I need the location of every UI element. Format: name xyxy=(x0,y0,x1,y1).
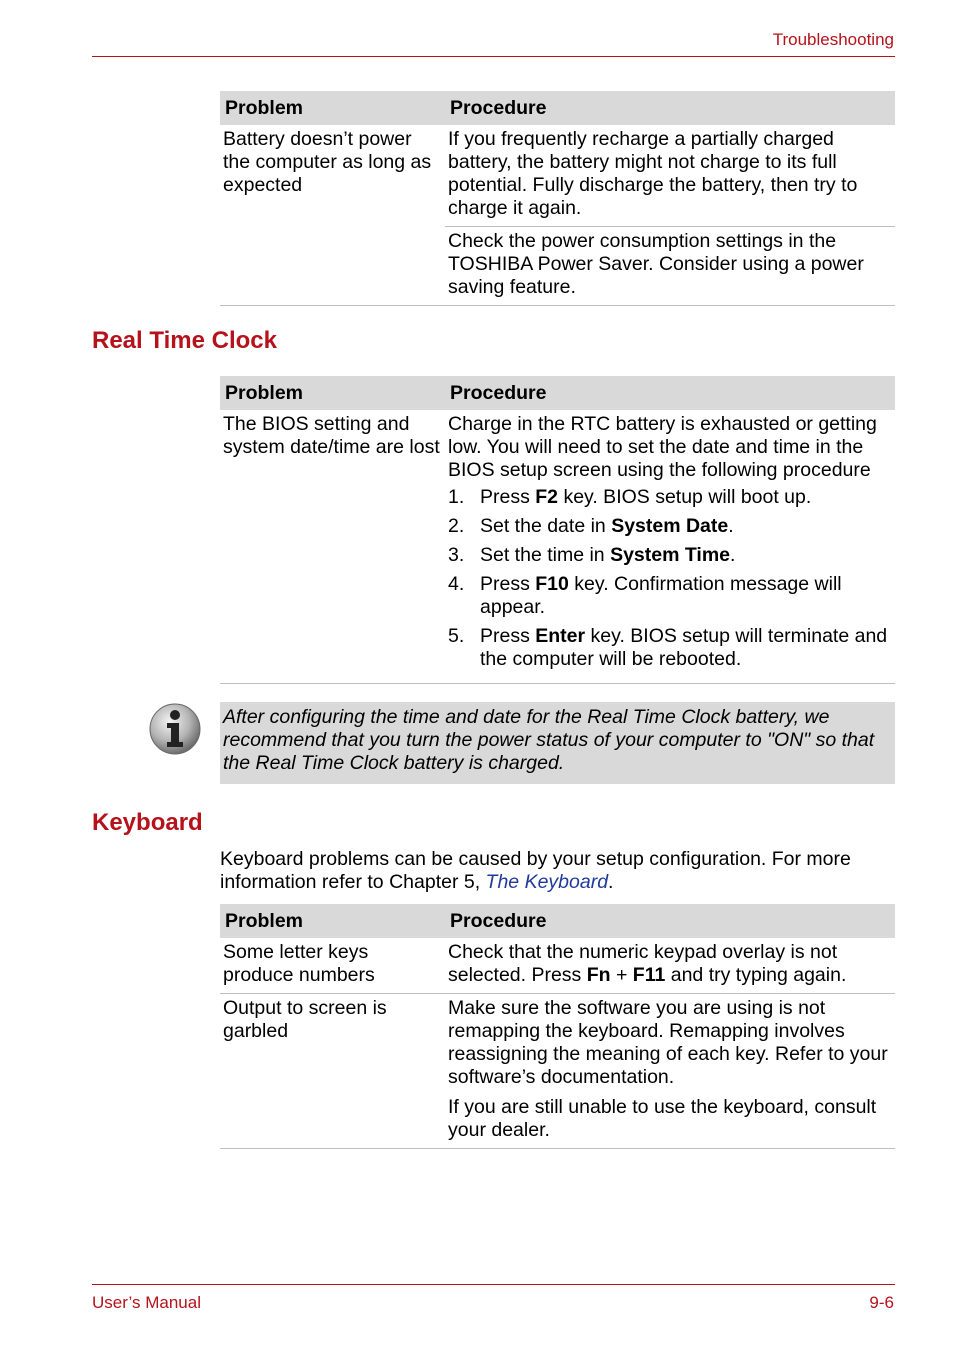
column-header-problem: Problem xyxy=(220,91,445,125)
step-item: 1. Press F2 key. BIOS setup will boot up. xyxy=(448,486,812,508)
column-header-procedure: Procedure xyxy=(445,91,895,125)
note-box: After configuring the time and date for the Real Time Clock battery, we recommend that you turn the power status of your computer to "ON" so that the Real Time Clock battery is charged. xyxy=(220,702,895,784)
info-icon xyxy=(148,702,202,756)
column-header-procedure: Procedure xyxy=(445,904,895,938)
keyboard-table xyxy=(220,904,895,1149)
problem-cell: Some letter keys produce numbers xyxy=(220,938,445,994)
step-item: 3. Set the time in System Time. xyxy=(448,544,736,566)
problem-cell: Output to screen is garbled xyxy=(220,994,445,1149)
rtc-table xyxy=(220,376,895,684)
keyboard-intro: Keyboard problems can be caused by your setup configuration. For more information refer to Chapter 5, The Keyboard. xyxy=(220,848,851,893)
running-head-chapter: Troubleshooting xyxy=(772,30,894,49)
procedure-intro: Charge in the RTC battery is exhausted or getting low. You will need to set the date and time in the BIOS setup screen using the following procedure xyxy=(448,413,877,481)
procedure-cell: Check that the numeric keypad overlay is not selected. Press Fn + F11 and try typing again. xyxy=(445,938,895,994)
procedure-cell xyxy=(445,410,895,684)
procedure-steps xyxy=(448,486,892,671)
footer-page-number: 9-6 xyxy=(869,1293,894,1312)
footer-rule xyxy=(92,1284,895,1285)
chapter-link[interactable]: The Keyboard xyxy=(485,871,609,893)
step-item: 2. Set the date in System Date. xyxy=(448,515,734,537)
column-header-procedure: Procedure xyxy=(445,376,895,410)
battery-table xyxy=(220,91,895,306)
problem-cell: The BIOS setting and system date/time are lost xyxy=(220,410,445,684)
problem-cell: Battery doesn’t power the computer as long as expected xyxy=(220,125,445,306)
procedure-cell: Make sure the software you are using is not remapping the keyboard. Remapping involves reassigning the meaning of each key. Refer to your software’s documentation. If you are still unable to use the keyboard, consult your dealer. xyxy=(445,994,895,1149)
section-heading-keyboard: Keyboard xyxy=(92,809,203,836)
column-header-problem: Problem xyxy=(220,904,445,938)
section-heading-real-time-clock: Real Time Clock xyxy=(92,327,277,354)
procedure-cell: Check the power consumption settings in the TOSHIBA Power Saver. Consider using a power saving feature. xyxy=(445,227,895,306)
procedure-cell: If you frequently recharge a partially charged battery, the battery might not charge to its full potential. Fully discharge the battery, then try to charge it again. xyxy=(445,125,895,227)
column-header-problem: Problem xyxy=(220,376,445,410)
footer-manual-title: User’s Manual xyxy=(92,1293,201,1312)
step-item: 5. Press Enter key. BIOS setup will terminate and the computer will be rebooted. xyxy=(448,625,888,670)
step-item: 4. Press F10 key. Confirmation message will appear. xyxy=(448,573,842,618)
header-rule xyxy=(92,56,895,57)
